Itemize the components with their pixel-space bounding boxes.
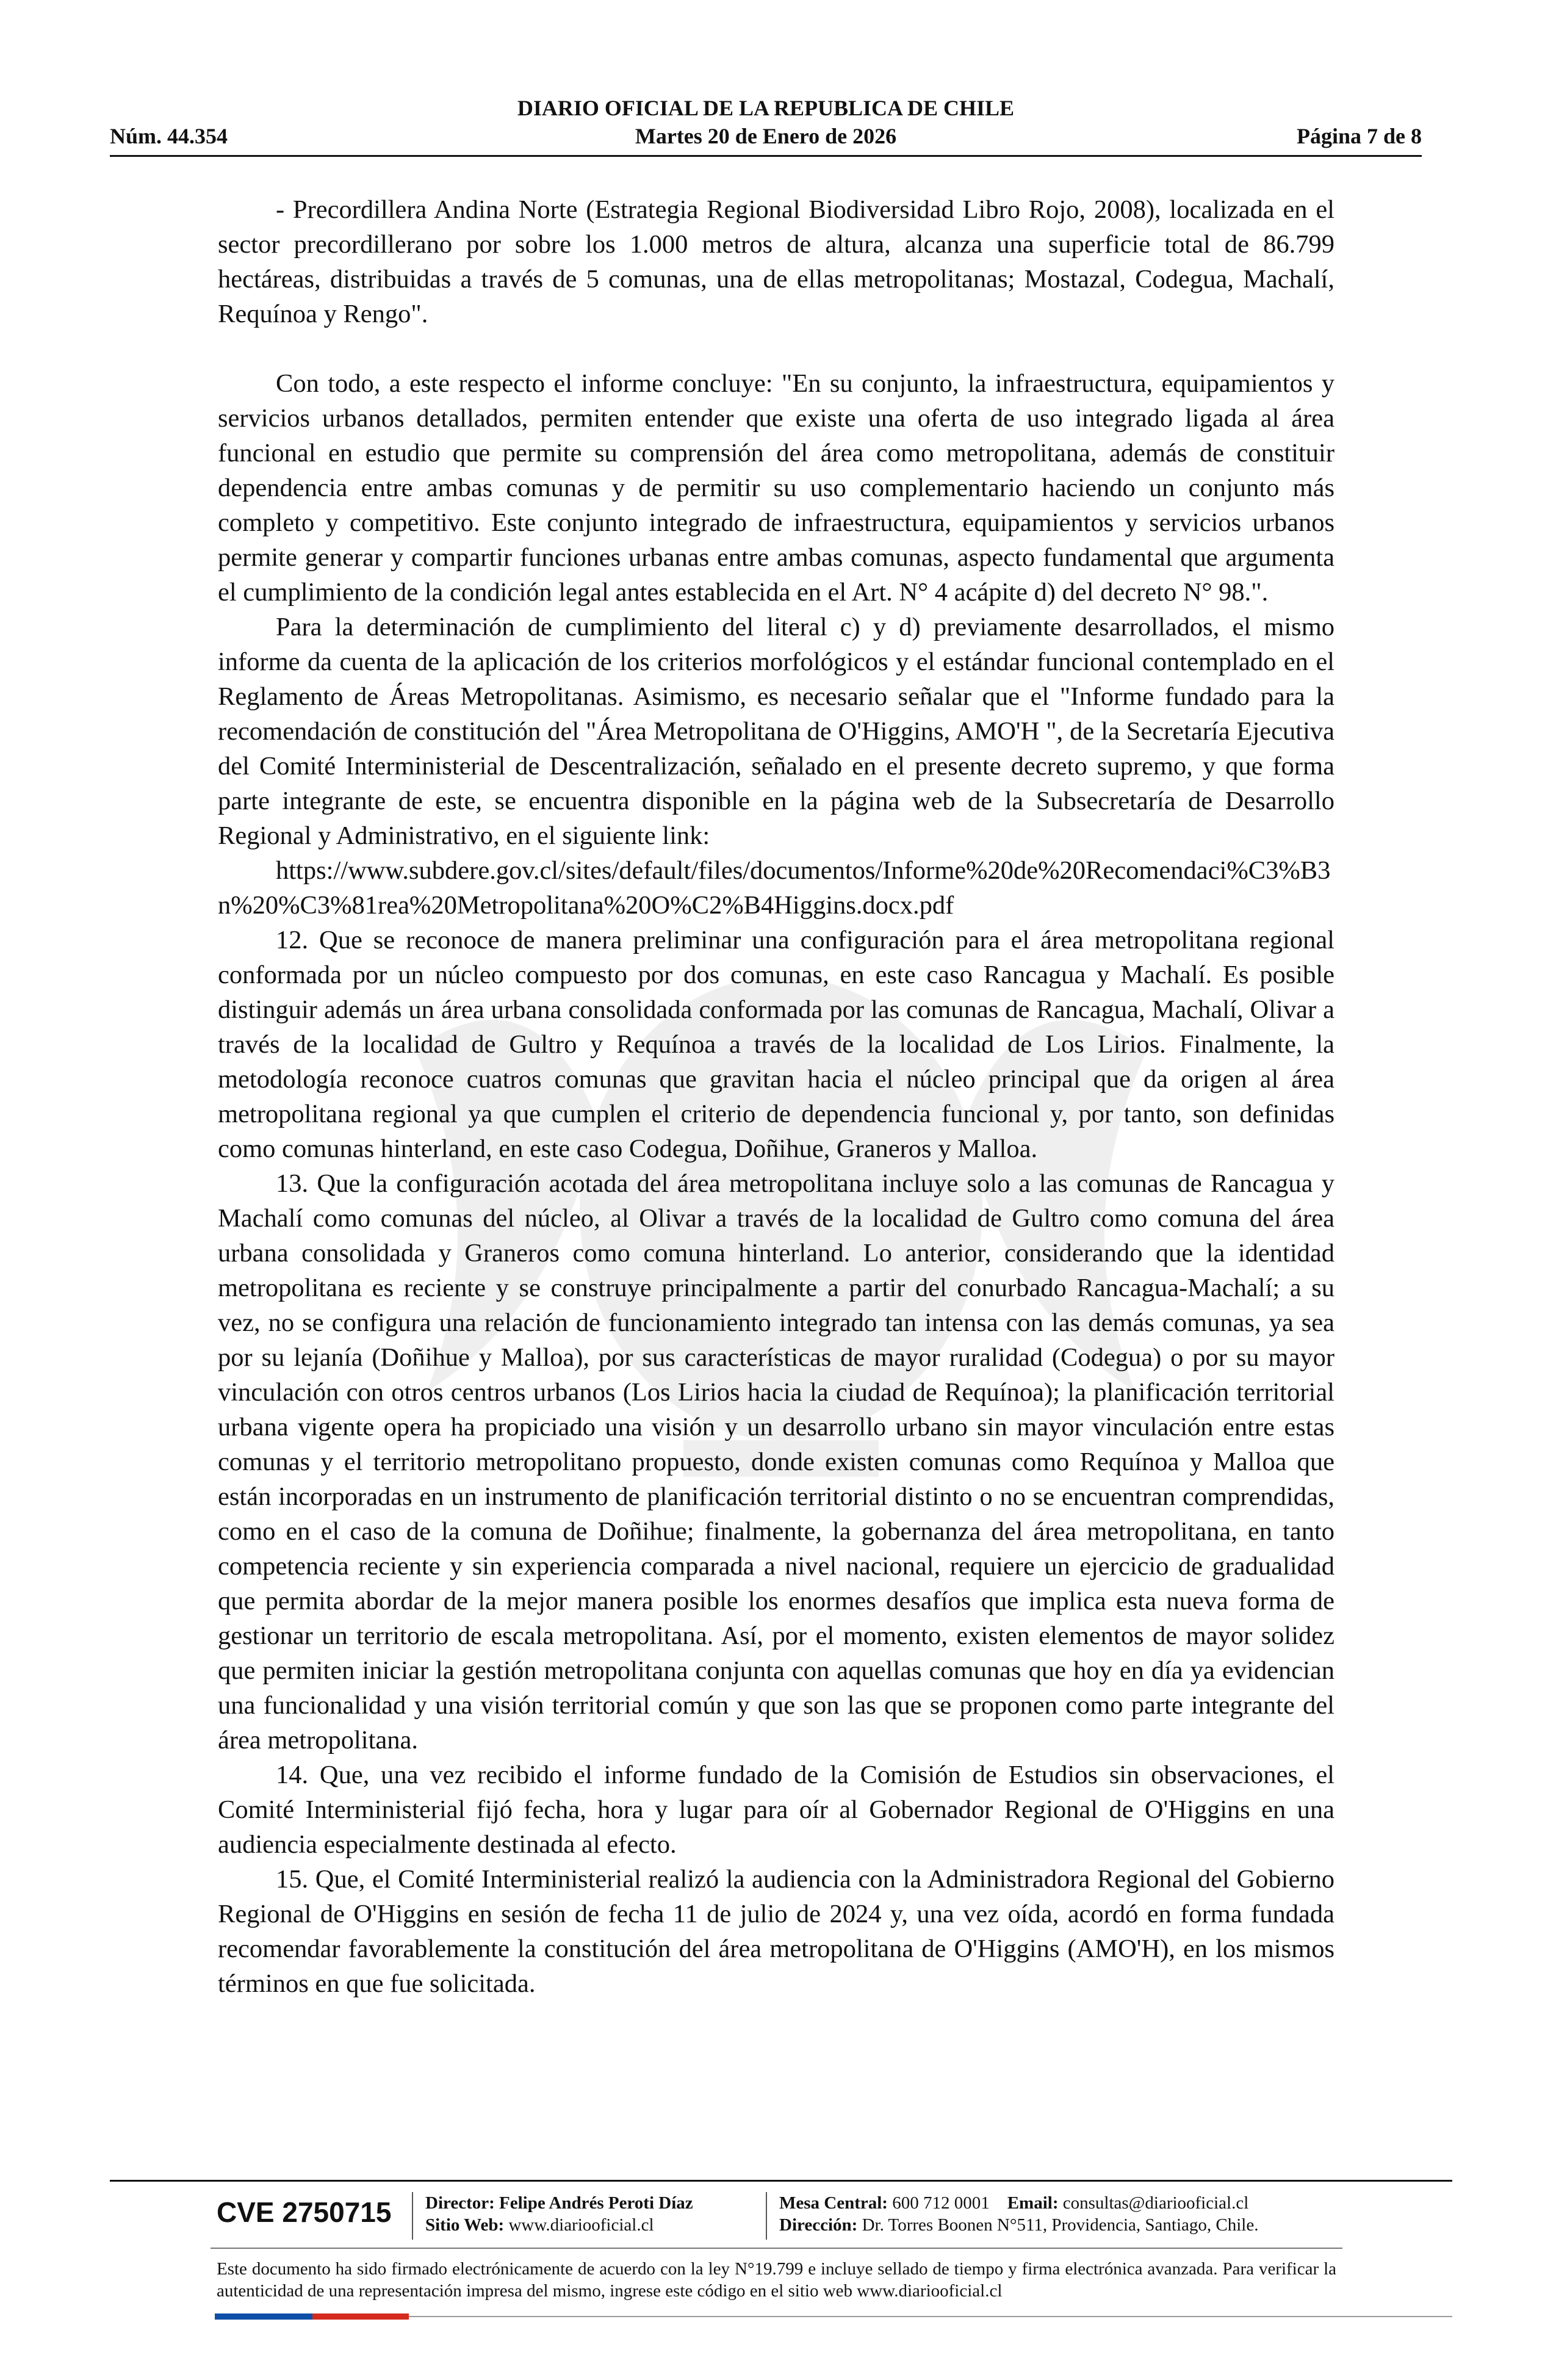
paragraph-14: 14. Que, una vez recibido el informe fundado de la Comisión de Estudios sin observaciones, el Comité Interministerial fijó fecha, hora y lugar para oír al Gobernador Regional de O'Higgins en una audiencia especialmente destinada al efecto. xyxy=(218,1761,1334,1859)
director-name: Felipe Andrés Peroti Díaz xyxy=(499,2193,693,2213)
page-number: Página 7 de 8 xyxy=(1296,124,1422,148)
director-block xyxy=(425,2192,693,2236)
email-label: Email: xyxy=(1007,2193,1059,2213)
paragraph-conclusion: Con todo, a este respecto el informe concluye: "En su conjunto, la infraestructura, equipamientos y servicios urbanos detallados, permiten entender que existe una oferta de uso integrado ligada al área funcional en estudio que permite su comprensión del área como metropolitana, además de constituir dependencia entre ambas comunas y de permitir su uso complementario haciendo un conjunto más completo y competitivo. Este conjunto integrado de infraestructura, equipamientos y servicios urbanos permite generar y compartir funciones urbanas entre ambas comunas, aspecto fundamental que argumenta el cumplimiento de la condición legal antes establecida en el Art. N° 4 acápite d) del decreto N° 98.". xyxy=(218,369,1334,607)
page-header xyxy=(110,95,1422,151)
footer-divider-thin xyxy=(211,2248,1342,2249)
director-label: Director: xyxy=(425,2193,495,2213)
site-link[interactable]: www.diariooficial.cl xyxy=(508,2215,654,2235)
address-text: Dr. Torres Boonen N°511, Providencia, Santiago, Chile. xyxy=(862,2215,1259,2235)
site-label: Sitio Web: xyxy=(425,2215,505,2235)
mesa-phone: 600 712 0001 xyxy=(892,2193,990,2213)
email-link[interactable]: consultas@diariooficial.cl xyxy=(1062,2193,1249,2213)
footer-separator xyxy=(766,2192,767,2240)
document-body xyxy=(218,192,1334,2001)
signature-note: Este documento ha sido firmado electrónicamente de acuerdo con la ley N°19.799 e incluye sellado de tiempo y firma electrónica avanzada. Para verificar la autenticidad de una representación impresa del mismo, ingrese este código en el sitio web www.diariooficial.cl xyxy=(217,2259,1336,2301)
flag-line xyxy=(409,2316,1452,2317)
footer-separator xyxy=(412,2192,413,2240)
issue-date: Martes 20 de Enero de 2026 xyxy=(635,124,897,148)
paragraph-12: 12. Que se reconoce de manera preliminar una configuración para el área metropolitana regional conformada por un núcleo compuesto por dos comunas, en este caso Rancagua y Machalí. Es posible distinguir además un área urbana consolidada conformada por las comunas de Rancagua, Machalí, Olivar a través de la localidad de Gultro y Requínoa a través de la localidad de Los Lirios. Finalmente, la metodología reconoce cuatros comunas que gravitan hacia el núcleo principal que da origen al área metropolitana regional ya que cumplen el criterio de dependencia funcional y, por tanto, son definidas como comunas hinterland, en este caso Codegua, Doñihue, Graneros y Malloa. xyxy=(218,926,1334,1163)
paragraph-15: 15. Que, el Comité Interministerial realizó la audiencia con la Administradora Regional del Gobierno Regional de O'Higgins en sesión de fecha 11 de julio de 2024 y, una vez oída, acordó en forma fundada recomendar favorablemente la constitución del área metropolitana de O'Higgins (AMO'H), en los mismos términos en que fue solicitada. xyxy=(218,1865,1334,1998)
report-link[interactable]: https://www.subdere.gov.cl/sites/default/files/documentos/Informe%20de%20Recomendaci%C3%B3n%20%C3%81rea%20Metropolitana%20O%C2%B4Higgins.docx.pdf xyxy=(218,856,1331,920)
footer-info xyxy=(217,2191,1342,2240)
paragraph-13: 13. Que la configuración acotada del área metropolitana incluye solo a las comunas de Rancagua y Machalí como comunas del núcleo, al Olivar a través de la localidad de Gultro como comuna del área urbana consolidada y Graneros como comuna hinterland. Lo anterior, considerando que la identidad metropolitana es reciente y se construye principalmente a partir del conurbado Rancagua-Machalí; a su vez, no se configura una relación de funcionamiento integrado tan intensa con las demás comunas, ya sea por su lejanía (Doñihue y Malloa), por sus características de mayor ruralidad (Codegua) o por su mayor vinculación con otros centros urbanos (Los Lirios hacia la ciudad de Requínoa); la planificación territorial urbana vigente opera ha propiciado una visión y un desarrollo urbano sin mayor vinculación entre estas comunas y el territorio metropolitano propuesto, donde existen comunas como Requínoa y Malloa que están incorporadas en un instrumento de planificación territorial distinto o no se encuentran comprendidas, como en el caso de la comuna de Doñihue; finalmente, la gobernanza del área metropolitana, en tanto competencia reciente y sin experiencia comparada a nivel nacional, requiere un ejercicio de gradualidad que permita abordar de la mejor manera posible los enormes desafíos que implica esta nueva forma de gestionar un territorio de escala metropolitana. Así, por el momento, existen elementos de mayor solidez que permiten iniciar la gestión metropolitana conjunta con aquellas comunas que hoy en día ya evidencian una funcionalidad y una visión territorial común y que son las que se proponen como parte integrante del área metropolitana. xyxy=(218,1169,1334,1754)
cve-code: CVE 2750715 xyxy=(217,2196,392,2228)
header-divider xyxy=(110,155,1422,157)
contact-block xyxy=(779,2192,1258,2236)
address-label: Dirección: xyxy=(779,2215,858,2235)
flag-red-segment xyxy=(312,2313,409,2320)
flag-stripe xyxy=(215,2313,409,2320)
issue-number: Núm. 44.354 xyxy=(110,124,228,148)
paragraph-precordillera: - Precordillera Andina Norte (Estrategia Regional Biodiversidad Libro Rojo, 2008), localizada en el sector precordillerano por sobre los 1.000 metros de altura, alcanza una superficie total de 86.799 hectáreas, distribuidas a través de 5 comunas, una de ellas metropolitanas; Mostazal, Codegua, Machalí, Requínoa y Rengo". xyxy=(218,195,1334,328)
publication-title: DIARIO OFICIAL DE LA REPUBLICA DE CHILE xyxy=(517,96,1015,120)
mesa-label: Mesa Central: xyxy=(779,2193,888,2213)
footer-divider xyxy=(110,2180,1452,2182)
paragraph-determination: Para la determinación de cumplimiento del literal c) y d) previamente desarrollados, el mismo informe da cuenta de la aplicación de los criterios morfológicos y el estándar funcional contemplado en el Reglamento de Áreas Metropolitanas. Asimismo, es necesario señalar que el "Informe fundado para la recomendación de constitución del "Área Metropolitana de O'Higgins, AMO'H ", de la Secretaría Ejecutiva del Comité Interministerial de Descentralización, señalado en el presente decreto supremo, y que forma parte integrante de este, se encuentra disponible en la página web de la Subsecretaría de Desarrollo Regional y Administrativo, en el siguiente link: xyxy=(218,613,1334,850)
flag-blue-segment xyxy=(215,2313,312,2320)
